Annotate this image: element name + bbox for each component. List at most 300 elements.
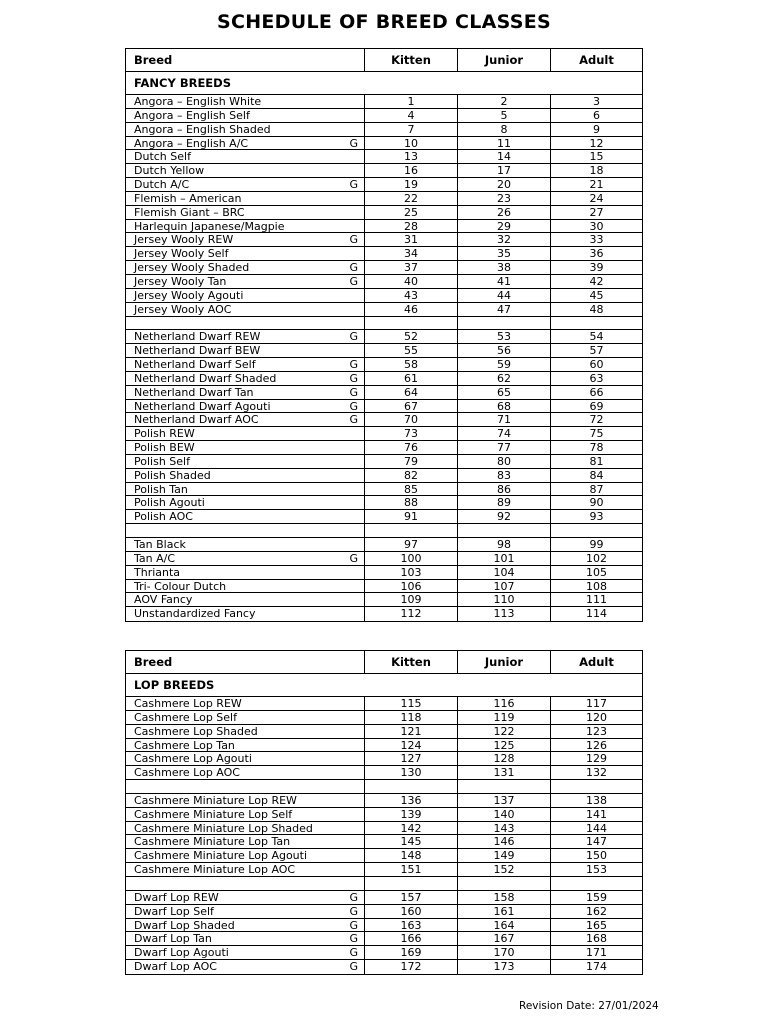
table-row xyxy=(126,697,642,711)
group-marker xyxy=(358,752,359,765)
table-row xyxy=(126,863,642,877)
junior-class-cell: 170 xyxy=(458,946,551,959)
breed-cell xyxy=(126,386,365,399)
adult-class-cell: 159 xyxy=(586,890,607,904)
group-marker xyxy=(358,483,359,496)
kitten-class-cell: 43 xyxy=(365,289,458,302)
breed-cell xyxy=(126,123,365,136)
kitten-class-cell: 76 xyxy=(365,441,458,454)
junior-class-cell: 74 xyxy=(458,427,551,440)
group-marker: G xyxy=(349,904,358,918)
table-row xyxy=(126,960,642,974)
breed-name: Netherland Dwarf Agouti xyxy=(134,399,271,413)
adult-class-cell: 108 xyxy=(586,579,607,593)
kitten-class-cell: 28 xyxy=(365,220,458,233)
junior-class-cell: 173 xyxy=(458,960,551,974)
adult-class-cell: 48 xyxy=(589,302,604,316)
table-row xyxy=(126,739,642,753)
breed-cell xyxy=(126,178,365,191)
adult-class-cell: 57 xyxy=(589,344,604,358)
table-row xyxy=(126,766,642,780)
adult-class-cell: 123 xyxy=(586,724,607,738)
group-marker: G xyxy=(349,330,358,344)
kitten-class-cell: 157 xyxy=(365,891,458,904)
breed-name: Polish BEW xyxy=(134,441,195,454)
breed-name: Angora – English Self xyxy=(134,108,250,122)
breed-cell xyxy=(126,303,365,316)
breed-name: Dwarf Lop AOC xyxy=(134,960,217,974)
kitten-class-cell: 19 xyxy=(365,178,458,191)
adult-class-cell: 15 xyxy=(589,150,604,164)
breed-name: Cashmere Miniature Lop REW xyxy=(134,793,297,807)
table-row xyxy=(126,330,642,344)
table-row xyxy=(126,247,642,261)
breed-name: AOV Fancy xyxy=(134,593,193,607)
header-adult: Adult xyxy=(579,655,614,669)
junior-class-cell: 119 xyxy=(458,711,551,724)
table-row xyxy=(126,725,642,739)
table-row xyxy=(126,469,642,483)
group-marker xyxy=(358,427,359,440)
group-marker xyxy=(358,206,359,219)
breed-cell xyxy=(126,877,365,890)
group-marker: G xyxy=(349,551,358,565)
adult-class-cell: 6 xyxy=(593,108,600,122)
breed-cell xyxy=(126,822,365,835)
breed-name: Polish AOC xyxy=(134,510,193,524)
adult-class-cell: 21 xyxy=(589,178,604,192)
group-marker xyxy=(358,794,359,807)
breed-name: Netherland Dwarf Shaded xyxy=(134,371,277,385)
junior-class-cell: 65 xyxy=(458,386,551,399)
breed-cell xyxy=(126,919,365,932)
breed-name: Jersey Wooly Agouti xyxy=(134,288,244,302)
breed-cell xyxy=(126,275,365,288)
breed-cell xyxy=(126,552,365,565)
group-marker xyxy=(358,164,359,177)
adult-class-cell: 165 xyxy=(586,918,607,932)
adult-class-cell: 93 xyxy=(589,510,604,524)
table-row xyxy=(126,566,642,580)
table-row xyxy=(126,233,642,247)
table-row xyxy=(126,593,642,607)
kitten-class-cell: 64 xyxy=(365,386,458,399)
group-marker xyxy=(358,455,359,468)
kitten-class-cell: 16 xyxy=(365,164,458,177)
breed-cell xyxy=(126,849,365,862)
group-marker xyxy=(358,822,359,835)
junior-class-cell: 83 xyxy=(458,469,551,482)
breed-cell xyxy=(126,524,365,537)
adult-class-cell: 9 xyxy=(593,122,600,136)
breed-cell xyxy=(126,150,365,163)
kitten-class-cell: 58 xyxy=(365,358,458,371)
junior-class-cell: 152 xyxy=(458,863,551,876)
kitten-class-cell: 112 xyxy=(365,607,458,621)
kitten-class-cell: 7 xyxy=(365,123,458,136)
adult-class-cell: 69 xyxy=(589,399,604,413)
table-row xyxy=(126,932,642,946)
junior-class-cell: 41 xyxy=(458,275,551,288)
junior-class-cell: 8 xyxy=(458,123,551,136)
table-row xyxy=(126,109,642,123)
group-marker: G xyxy=(349,261,358,274)
table-row xyxy=(126,835,642,849)
adult-class-cell: 30 xyxy=(589,219,604,233)
breed-name: Polish Agouti xyxy=(134,496,205,510)
junior-class-cell: 71 xyxy=(458,413,551,426)
table-row xyxy=(126,95,642,109)
adult-class-cell: 99 xyxy=(589,538,604,551)
kitten-class-cell: 22 xyxy=(365,192,458,205)
table-row xyxy=(126,877,642,891)
kitten-class-cell: 139 xyxy=(365,808,458,821)
junior-class-cell: 53 xyxy=(458,330,551,343)
breed-cell xyxy=(126,739,365,752)
breed-name: Unstandardized Fancy xyxy=(134,607,256,621)
adult-class-cell: 147 xyxy=(586,835,607,849)
table-row xyxy=(126,441,642,455)
junior-class-cell: 122 xyxy=(458,725,551,738)
breed-name: Thrianta xyxy=(134,565,181,579)
kitten-class-cell: 79 xyxy=(365,455,458,468)
adult-class-cell: 90 xyxy=(589,496,604,510)
breed-name: Dwarf Lop Self xyxy=(134,904,214,918)
junior-class-cell: 131 xyxy=(458,766,551,779)
junior-class-cell: 29 xyxy=(458,220,551,233)
adult-class-cell: 150 xyxy=(586,849,607,863)
group-marker: G xyxy=(349,413,358,427)
table-row xyxy=(126,427,642,441)
breed-cell xyxy=(126,496,365,509)
junior-class-cell: 116 xyxy=(458,697,551,710)
kitten-class-cell: 148 xyxy=(365,849,458,862)
breed-cell xyxy=(126,317,365,330)
adult-class-cell: 36 xyxy=(589,247,604,261)
junior-class-cell: 161 xyxy=(458,905,551,918)
breed-name: Dwarf Lop Shaded xyxy=(134,918,235,932)
group-marker xyxy=(358,739,359,752)
table-row xyxy=(126,220,642,234)
table-row xyxy=(126,192,642,206)
breed-name: Netherland Dwarf Self xyxy=(134,358,256,371)
group-marker xyxy=(358,711,359,724)
group-marker xyxy=(358,766,359,779)
group-marker xyxy=(358,725,359,738)
adult-class-cell: 60 xyxy=(589,358,604,372)
lop-rows xyxy=(126,697,642,974)
adult-class-cell: 171 xyxy=(586,946,607,960)
group-marker xyxy=(358,877,359,890)
kitten-class-cell: 142 xyxy=(365,822,458,835)
junior-class-cell: 164 xyxy=(458,919,551,932)
kitten-class-cell: 160 xyxy=(365,905,458,918)
table-row xyxy=(126,510,642,524)
group-marker xyxy=(358,566,359,579)
fancy-breeds-table xyxy=(125,48,643,622)
junior-class-cell: 17 xyxy=(458,164,551,177)
group-marker xyxy=(358,150,359,163)
adult-class-cell: 120 xyxy=(586,710,607,724)
table-row xyxy=(126,400,642,414)
header-kitten: Kitten xyxy=(365,651,458,673)
junior-class-cell: 98 xyxy=(458,538,551,551)
breed-cell xyxy=(126,607,365,621)
adult-class-cell xyxy=(551,317,642,330)
breed-name: Cashmere Lop Tan xyxy=(134,738,235,752)
breed-cell xyxy=(126,192,365,205)
breed-cell xyxy=(126,441,365,454)
table-header xyxy=(126,651,642,674)
breed-name: Flemish – American xyxy=(134,191,242,205)
kitten-class-cell xyxy=(365,780,458,793)
table-row xyxy=(126,413,642,427)
breed-cell xyxy=(126,808,365,821)
adult-class-cell: 66 xyxy=(589,385,604,399)
page-title: SCHEDULE OF BREED CLASSES xyxy=(216,11,552,33)
breed-cell xyxy=(126,711,365,724)
breed-cell xyxy=(126,905,365,918)
adult-class-cell: 153 xyxy=(586,863,607,877)
breed-cell xyxy=(126,725,365,738)
junior-class-cell: 101 xyxy=(458,552,551,565)
breed-name: Jersey Wooly Shaded xyxy=(134,261,250,274)
adult-class-cell: 18 xyxy=(589,164,604,178)
breed-cell xyxy=(126,330,365,343)
table-row xyxy=(126,891,642,905)
group-marker: G xyxy=(349,399,358,413)
group-marker xyxy=(358,303,359,316)
group-marker xyxy=(358,697,359,710)
breed-name: Dutch A/C xyxy=(134,178,190,191)
breed-cell xyxy=(126,164,365,177)
table-row xyxy=(126,538,642,552)
junior-class-cell: 59 xyxy=(458,358,551,371)
table-row xyxy=(126,496,642,510)
junior-class-cell: 38 xyxy=(458,261,551,274)
kitten-class-cell: 85 xyxy=(365,483,458,496)
breed-cell xyxy=(126,344,365,357)
breed-name: Dutch Self xyxy=(134,150,191,164)
group-marker xyxy=(358,510,359,523)
group-marker xyxy=(358,593,359,606)
adult-class-cell: 102 xyxy=(586,551,607,565)
table-row xyxy=(126,178,642,192)
group-marker xyxy=(358,849,359,862)
breed-cell xyxy=(126,289,365,302)
breed-name: Dwarf Lop REW xyxy=(134,890,219,904)
junior-class-cell: 158 xyxy=(458,891,551,904)
kitten-class-cell: 31 xyxy=(365,233,458,246)
kitten-class-cell: 121 xyxy=(365,725,458,738)
breed-name: Harlequin Japanese/Magpie xyxy=(134,219,285,233)
adult-class-cell: 114 xyxy=(586,607,607,621)
header-junior: Junior xyxy=(458,651,551,673)
group-marker: G xyxy=(349,946,358,960)
breed-cell xyxy=(126,932,365,945)
junior-class-cell: 92 xyxy=(458,510,551,523)
group-marker xyxy=(358,317,359,330)
table-row xyxy=(126,919,642,933)
adult-class-cell: 117 xyxy=(586,697,607,710)
breed-name: Polish Tan xyxy=(134,482,188,496)
junior-class-cell: 167 xyxy=(458,932,551,945)
header-kitten: Kitten xyxy=(365,49,458,71)
kitten-class-cell: 118 xyxy=(365,711,458,724)
kitten-class-cell: 106 xyxy=(365,580,458,593)
breed-cell xyxy=(126,946,365,959)
kitten-class-cell: 88 xyxy=(365,496,458,509)
adult-class-cell: 33 xyxy=(589,233,604,247)
junior-class-cell: 62 xyxy=(458,372,551,385)
breed-name: Flemish Giant – BRC xyxy=(134,205,245,219)
table-row xyxy=(126,849,642,863)
adult-class-cell: 54 xyxy=(589,330,604,344)
group-marker xyxy=(358,469,359,482)
breed-cell xyxy=(126,510,365,523)
kitten-class-cell: 10 xyxy=(365,137,458,150)
junior-class-cell: 20 xyxy=(458,178,551,191)
breed-cell xyxy=(126,863,365,876)
kitten-class-cell: 172 xyxy=(365,960,458,974)
adult-class-cell: 105 xyxy=(586,565,607,579)
breed-name: Cashmere Miniature Lop Shaded xyxy=(134,821,313,835)
breed-cell xyxy=(126,427,365,440)
kitten-class-cell: 169 xyxy=(365,946,458,959)
kitten-class-cell: 4 xyxy=(365,109,458,122)
table-row xyxy=(126,386,642,400)
table-row xyxy=(126,303,642,317)
table-row xyxy=(126,483,642,497)
section-title-fancy: FANCY BREEDS xyxy=(126,72,642,95)
header-junior: Junior xyxy=(458,49,551,71)
adult-class-cell: 78 xyxy=(589,441,604,455)
group-marker: G xyxy=(349,960,358,974)
adult-class-cell: 168 xyxy=(586,932,607,946)
breed-name: Jersey Wooly Tan xyxy=(134,274,227,288)
kitten-class-cell: 1 xyxy=(365,95,458,108)
header-breed: Breed xyxy=(126,651,365,673)
adult-class-cell: 27 xyxy=(589,205,604,219)
breed-cell xyxy=(126,752,365,765)
table-row xyxy=(126,289,642,303)
group-marker xyxy=(358,289,359,302)
group-marker xyxy=(358,835,359,848)
breed-cell xyxy=(126,891,365,904)
junior-class-cell: 47 xyxy=(458,303,551,316)
adult-class-cell: 132 xyxy=(586,766,607,780)
kitten-class-cell: 166 xyxy=(365,932,458,945)
table-row xyxy=(126,344,642,358)
breed-name: Polish REW xyxy=(134,427,195,441)
breed-name: Cashmere Miniature Lop Agouti xyxy=(134,849,308,863)
junior-class-cell: 5 xyxy=(458,109,551,122)
breed-cell xyxy=(126,95,365,108)
breed-name: Netherland Dwarf BEW xyxy=(134,344,261,358)
kitten-class-cell: 52 xyxy=(365,330,458,343)
breed-name: Angora – English A/C xyxy=(134,136,249,150)
breed-cell xyxy=(126,580,365,593)
junior-class-cell xyxy=(458,780,551,793)
kitten-class-cell: 70 xyxy=(365,413,458,426)
breed-name: Cashmere Lop AOC xyxy=(134,766,240,780)
kitten-class-cell: 13 xyxy=(365,150,458,163)
table-row xyxy=(126,780,642,794)
adult-class-cell xyxy=(551,780,642,793)
kitten-class-cell xyxy=(365,877,458,890)
adult-class-cell: 87 xyxy=(589,482,604,496)
lop-breeds-table xyxy=(125,650,643,975)
adult-class-cell: 3 xyxy=(593,95,600,108)
group-marker: G xyxy=(349,178,358,191)
breed-name: Netherland Dwarf REW xyxy=(134,330,261,344)
breed-cell xyxy=(126,697,365,710)
junior-class-cell: 104 xyxy=(458,566,551,579)
group-marker xyxy=(358,123,359,136)
table-row xyxy=(126,137,642,151)
section-title-lop: LOP BREEDS xyxy=(126,674,642,697)
kitten-class-cell: 82 xyxy=(365,469,458,482)
group-marker: G xyxy=(349,385,358,399)
group-marker xyxy=(358,863,359,876)
table-row xyxy=(126,317,642,331)
breed-cell xyxy=(126,483,365,496)
breed-cell xyxy=(126,766,365,779)
breed-cell xyxy=(126,261,365,274)
breed-name: Angora – English White xyxy=(134,95,262,108)
breed-name: Jersey Wooly Self xyxy=(134,247,229,261)
group-marker xyxy=(358,344,359,357)
adult-class-cell: 174 xyxy=(586,960,607,974)
kitten-class-cell xyxy=(365,524,458,537)
breed-cell xyxy=(126,413,365,426)
junior-class-cell: 86 xyxy=(458,483,551,496)
junior-class-cell: 146 xyxy=(458,835,551,848)
group-marker: G xyxy=(349,358,358,371)
adult-class-cell: 72 xyxy=(589,413,604,427)
breed-cell xyxy=(126,469,365,482)
junior-class-cell: 56 xyxy=(458,344,551,357)
breed-name: Dutch Yellow xyxy=(134,164,205,178)
table-row xyxy=(126,808,642,822)
table-row xyxy=(126,275,642,289)
kitten-class-cell: 55 xyxy=(365,344,458,357)
breed-name: Jersey Wooly AOC xyxy=(134,302,232,316)
breed-cell xyxy=(126,780,365,793)
junior-class-cell: 80 xyxy=(458,455,551,468)
table-row xyxy=(126,946,642,960)
breed-cell xyxy=(126,358,365,371)
breed-cell xyxy=(126,794,365,807)
group-marker: G xyxy=(349,233,358,247)
junior-class-cell: 14 xyxy=(458,150,551,163)
table-row xyxy=(126,524,642,538)
adult-class-cell: 111 xyxy=(586,593,607,607)
breed-name: Tan A/C xyxy=(134,551,176,565)
adult-class-cell: 45 xyxy=(589,288,604,302)
junior-class-cell xyxy=(458,877,551,890)
adult-class-cell: 12 xyxy=(589,136,604,150)
breed-name: Cashmere Lop Shaded xyxy=(134,724,258,738)
kitten-class-cell: 115 xyxy=(365,697,458,710)
junior-class-cell: 35 xyxy=(458,247,551,260)
adult-class-cell: 81 xyxy=(589,454,604,468)
junior-class-cell: 140 xyxy=(458,808,551,821)
junior-class-cell: 128 xyxy=(458,752,551,765)
table-row xyxy=(126,905,642,919)
kitten-class-cell: 25 xyxy=(365,206,458,219)
junior-class-cell: 143 xyxy=(458,822,551,835)
